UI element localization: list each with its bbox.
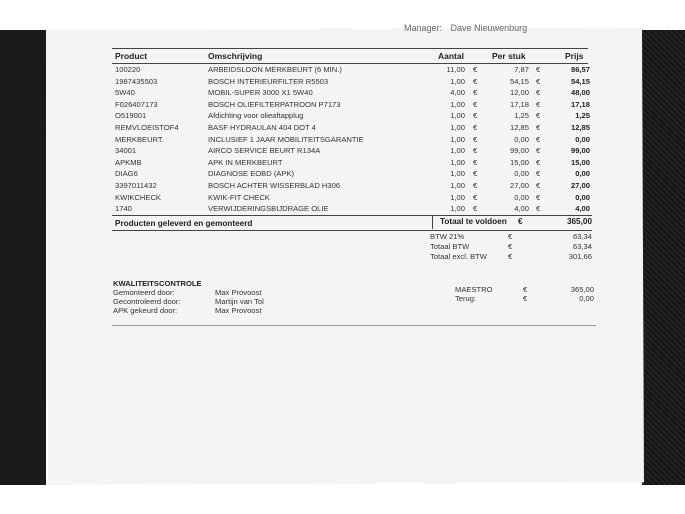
col-unit-price: Per stuk <box>492 51 526 61</box>
manager-label: Manager: <box>404 23 443 33</box>
table-row <box>112 65 592 76</box>
line-price: 27,00 <box>570 181 590 190</box>
line-price: 12,85 <box>570 123 590 132</box>
col-description: Omschrijving <box>208 51 263 61</box>
apk-by-label: APK gekeurd door: <box>113 306 178 315</box>
product-description: ARBEIDSLOON MERKBEURT (6 MIN.) <box>208 65 342 74</box>
table-row <box>112 88 592 99</box>
quantity: 11,00 <box>446 65 465 74</box>
product-description: AIRCO SERVICE BEURT R134A <box>208 146 321 156</box>
total-vat-value: 63,34 <box>572 242 592 251</box>
manager-name: Dave Nieuwenburg <box>450 23 528 33</box>
unit-price: 12,85 <box>509 123 529 132</box>
product-code: MERKBEURT. <box>115 134 164 144</box>
price-currency: € <box>536 181 541 190</box>
payment-value: 365,00 <box>570 285 594 294</box>
unit-currency: € <box>473 123 478 132</box>
product-code: 3397011432 <box>115 181 157 190</box>
background-right-dark <box>642 30 685 485</box>
quantity: 1,00 <box>450 169 465 179</box>
line-price: 99,00 <box>570 146 590 156</box>
background-left-dark <box>0 30 46 485</box>
unit-price: 0,00 <box>514 192 529 202</box>
quantity: 4,00 <box>450 88 465 98</box>
payment-method-label: MAESTRO <box>455 285 493 294</box>
unit-price: 12,00 <box>509 88 529 98</box>
quantity: 1,00 <box>450 111 465 121</box>
col-price: Prijs <box>565 51 584 61</box>
product-code: 5W40 <box>115 88 135 98</box>
total-vat-label: Totaal BTW <box>430 242 470 251</box>
vat-currency: € <box>508 232 513 241</box>
line-price: 15,00 <box>570 157 590 167</box>
unit-currency: € <box>473 134 478 144</box>
unit-currency: € <box>473 65 478 74</box>
change-currency: € <box>523 294 528 303</box>
product-code: DIAG6 <box>115 169 138 179</box>
manager-line <box>404 23 533 33</box>
product-code: O519001 <box>115 111 147 121</box>
unit-currency: € <box>473 192 478 202</box>
unit-price: 1,25 <box>514 111 529 121</box>
total-label: Totaal te voldoen <box>440 217 507 226</box>
unit-currency: € <box>473 76 478 86</box>
product-description: Afdichting voor olieaftapplug <box>208 111 304 121</box>
quantity: 1,00 <box>450 157 465 167</box>
price-currency: € <box>536 134 541 144</box>
table-row <box>112 111 592 122</box>
checked-by-name: Martijn van Tol <box>215 297 264 306</box>
price-currency: € <box>536 204 541 214</box>
price-currency: € <box>536 65 541 74</box>
line-price: 1,25 <box>575 111 590 121</box>
unit-currency: € <box>473 204 478 214</box>
mounted-by-label: Gemonteerd door: <box>113 288 175 297</box>
total-value: 365,00 <box>566 217 592 226</box>
unit-price: 99,00 <box>509 146 529 156</box>
quantity: 1,00 <box>450 181 465 190</box>
product-code: 1740 <box>115 204 132 214</box>
quantity: 1,00 <box>450 123 465 132</box>
vat-label: BTW 21% <box>430 232 465 241</box>
product-code: 1987435503 <box>115 76 158 86</box>
table-row <box>112 169 592 180</box>
col-qty: Aantal <box>438 51 464 61</box>
product-description: BOSCH ACHTER WISSERBLAD H306 <box>208 181 341 190</box>
table-row <box>112 181 592 192</box>
unit-currency: € <box>473 146 478 156</box>
unit-price: 17,18 <box>509 99 529 109</box>
table-row <box>112 77 592 88</box>
unit-price: 7,87 <box>514 65 529 74</box>
separator-line <box>112 325 596 326</box>
line-price: 17,18 <box>570 99 590 109</box>
unit-price: 15,00 <box>509 157 529 167</box>
total-excl-currency: € <box>508 252 513 261</box>
unit-price: 4,00 <box>514 204 529 214</box>
table-row <box>112 100 592 111</box>
product-description: BOSCH OLIEFILTERPATROON P7173 <box>208 99 341 109</box>
change-value: 0,00 <box>579 294 594 303</box>
product-description: BOSCH INTERIEURFILTER R5503 <box>208 76 329 86</box>
unit-currency: € <box>473 99 478 109</box>
quantity: 1,00 <box>450 146 465 156</box>
quality-control-title: KWALITEITSCONTROLE <box>113 279 202 288</box>
line-price: 0,00 <box>575 192 590 202</box>
line-price: 0,00 <box>575 169 590 179</box>
vat-value: 63,34 <box>572 232 592 241</box>
product-code: REMVLOEISTOF4 <box>115 123 179 132</box>
unit-currency: € <box>473 181 478 190</box>
price-currency: € <box>536 88 541 98</box>
product-description: BASF HYDRAULAN 404 DOT 4 <box>208 123 316 132</box>
line-price: 0,00 <box>575 134 590 144</box>
table-row <box>112 135 592 146</box>
price-currency: € <box>536 123 541 132</box>
table-row <box>112 158 592 169</box>
total-vat-currency: € <box>508 242 513 251</box>
apk-by-name: Max Provoost <box>215 306 262 315</box>
product-code: APKMB <box>115 157 142 167</box>
total-excl-label: Totaal excl. BTW <box>430 252 487 261</box>
table-row <box>112 193 592 204</box>
delivered-text: Producten geleverd en gemonteerd <box>115 219 253 228</box>
total-excl-value: 301,66 <box>568 252 592 261</box>
product-description: INCLUSIEF 1 JAAR MOBILITEITSGARANTIE <box>208 134 364 144</box>
product-code: F026407173 <box>115 99 158 109</box>
table-row <box>112 123 592 134</box>
line-price: 54,15 <box>570 76 590 86</box>
checked-by-label: Gecontroleerd door: <box>113 297 181 306</box>
unit-price: 27,00 <box>509 181 529 190</box>
price-currency: € <box>536 192 541 202</box>
unit-currency: € <box>473 157 478 167</box>
table-row <box>112 204 592 215</box>
line-price: 48,00 <box>570 88 590 98</box>
quantity: 1,00 <box>450 99 465 109</box>
col-product: Product <box>115 51 148 61</box>
table-header <box>112 48 588 64</box>
table-row <box>112 146 592 157</box>
product-description: KWIK-FIT CHECK <box>208 192 270 202</box>
mounted-by-name: Max Provoost <box>215 288 262 297</box>
product-description: DIAGNOSE EOBD (APK) <box>208 169 295 179</box>
price-currency: € <box>536 99 541 109</box>
price-currency: € <box>536 157 541 167</box>
price-currency: € <box>536 169 541 179</box>
total-currency: € <box>518 217 523 226</box>
line-price: 86,57 <box>570 65 590 74</box>
total-line <box>112 215 592 231</box>
payment-currency: € <box>523 285 528 294</box>
product-description: MOBIL-SUPER 3000 X1 5W40 <box>208 88 313 98</box>
product-description: VERWIJDERINGSBIJDRAGE OLIE <box>208 204 329 214</box>
product-description: APK IN MERKBEURT <box>208 157 283 167</box>
unit-price: 54,15 <box>509 76 529 86</box>
change-label: Terug: <box>455 294 477 303</box>
price-currency: € <box>536 146 541 156</box>
quantity: 1,00 <box>450 204 465 214</box>
product-code: 100220 <box>115 65 141 74</box>
product-code: 34001 <box>115 146 137 156</box>
quantity: 1,00 <box>450 76 465 86</box>
price-currency: € <box>536 76 541 86</box>
line-price: 4,00 <box>575 204 590 214</box>
quantity: 1,00 <box>450 192 465 202</box>
unit-currency: € <box>473 111 478 121</box>
unit-currency: € <box>473 88 478 98</box>
product-code: KWIKCHECK <box>115 192 161 202</box>
unit-currency: € <box>473 169 478 179</box>
quantity: 1,00 <box>450 134 465 144</box>
unit-price: 0,00 <box>514 134 529 144</box>
unit-price: 0,00 <box>514 169 529 179</box>
price-currency: € <box>536 111 541 121</box>
